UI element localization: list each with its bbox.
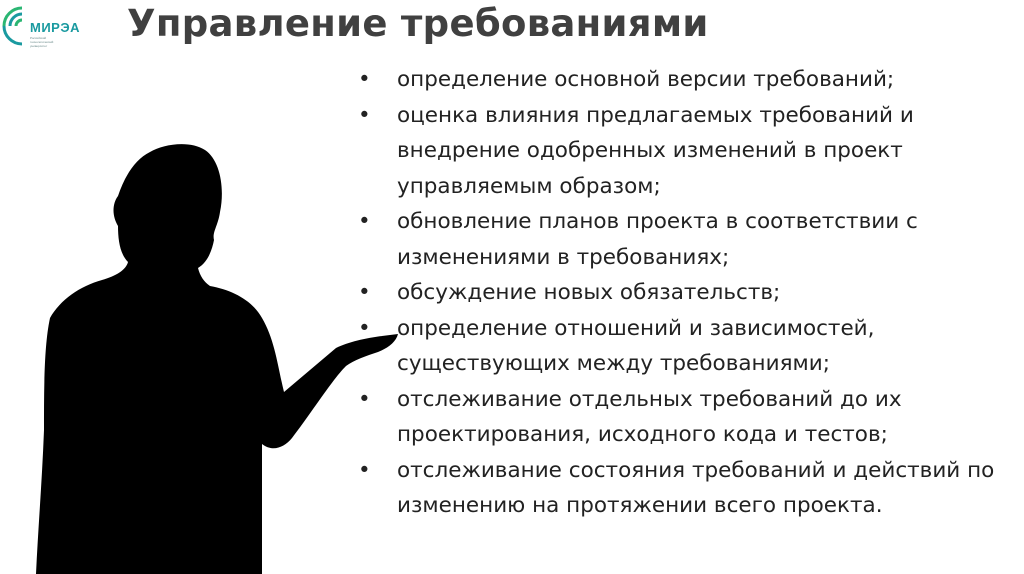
list-item: [352, 62, 1012, 98]
list-item: [352, 453, 1012, 524]
bullet-marker: •: [358, 386, 371, 412]
list-item-text: определение основной версии требований;: [397, 67, 895, 92]
bullet-marker: •: [358, 102, 371, 128]
bullet-marker: •: [358, 315, 371, 341]
list-item: [352, 382, 1012, 453]
bullet-marker: •: [358, 280, 371, 305]
bullet-marker: •: [358, 457, 371, 483]
list-item-text: обсуждение новых обязательств;: [397, 280, 781, 305]
list-item: [352, 98, 1012, 205]
list-item: [352, 275, 1012, 311]
list-item-text: отслеживание отдельных требований до их проектирования, исходного кода и тестов;: [397, 386, 902, 447]
list-item-text: оценка влияния предлагаемых требований и внедрение одобренных изменений в проект управляемым образом;: [397, 102, 914, 199]
list-item-text: обновление планов проекта в соответствии с изменениями в требованиях;: [397, 209, 918, 270]
list-item: [352, 204, 1012, 275]
page-title: Управление требованиями: [127, 2, 709, 45]
list-item-text: определение отношений и зависимостей, существующих между требованиями;: [397, 315, 875, 376]
logo-name: МИРЭА: [30, 20, 80, 35]
bullet-marker: •: [358, 209, 371, 234]
list-item-text: отслеживание состояния требований и действий по изменению на протяжении всего проекта.: [397, 457, 995, 518]
bullet-marker: •: [358, 67, 371, 92]
logo-subtitle: Российский технологический университет: [30, 36, 54, 48]
requirements-management-list: [352, 62, 1012, 524]
list-item: [352, 311, 1012, 382]
